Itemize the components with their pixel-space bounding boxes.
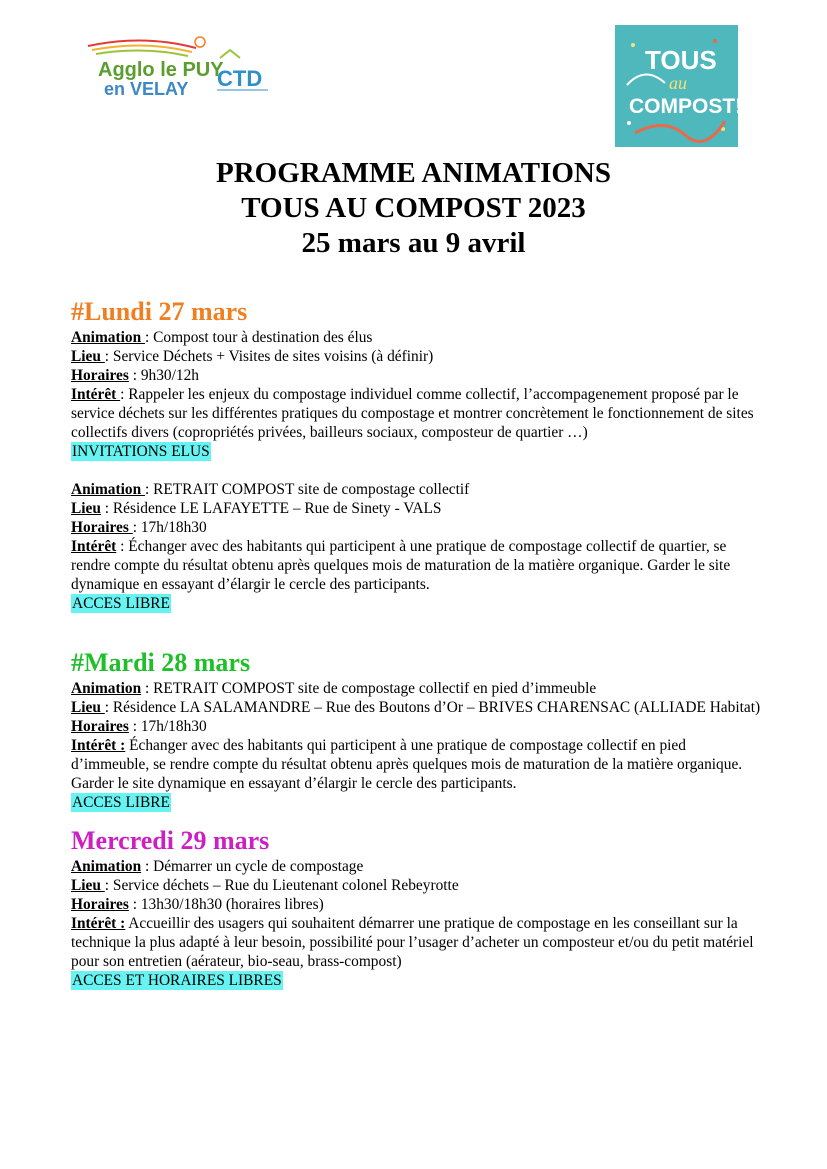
event-block <box>71 857 761 990</box>
horaires-row <box>71 895 761 914</box>
horaires-row <box>71 717 761 736</box>
lieu-row <box>71 698 761 717</box>
day-heading-mardi: #Mardi 28 mars <box>71 648 251 677</box>
access-badge: INVITATIONS ELUS <box>72 443 210 460</box>
tous-au-compost-logo <box>615 25 738 147</box>
ctd-logo-text: CTD <box>217 66 263 91</box>
lieu-row <box>71 347 761 366</box>
interet-label: Intérêt <box>71 386 121 403</box>
horaires-value: : 9h30/12h <box>128 367 199 384</box>
title-line-3: 25 mars au 9 avril <box>301 227 526 259</box>
horaires-label: Horaires <box>71 367 129 384</box>
interet-label: Intérêt : <box>71 737 126 754</box>
agglo-logo-graphic <box>84 32 274 102</box>
access-row <box>71 971 761 990</box>
interet-value: : Échanger avec des habitants qui participent à une pratique de compostage collectif de quartier, se rendre compte du résultat obtenu après quelques mois de maturation de la matière organique. Garder le site dynamique en essayant d’élargir le cercle des participants. <box>71 538 731 593</box>
title-line-2: TOUS AU COMPOST 2023 <box>241 192 586 224</box>
lieu-label: Lieu <box>71 348 105 365</box>
compost-logo-graphic <box>615 25 738 147</box>
lieu-row <box>71 876 761 895</box>
animation-label: Animation <box>71 680 142 697</box>
interet-value: Accueillir des usagers qui souhaitent démarrer une pratique de compostage en les conseillant sur la technique la plus adapté à leur besoin, possibilité pour l’usager d’acheter un composteur et/ou du petit matériel pour son entretien (aérateur, bio-seau, brass-compost) <box>71 915 754 970</box>
access-badge: ACCES LIBRE <box>72 595 170 612</box>
compost-logo-text2: au <box>669 73 687 93</box>
access-row <box>71 594 761 613</box>
horaires-row <box>71 366 761 385</box>
interet-row <box>71 385 761 442</box>
horaires-value: : 13h30/18h30 (horaires libres) <box>128 896 324 913</box>
day-heading-lundi: #Lundi 27 mars <box>71 297 248 326</box>
interet-row <box>71 537 761 594</box>
access-badge: ACCES ET HORAIRES LIBRES <box>72 972 282 989</box>
access-row <box>71 442 761 461</box>
animation-value: : Compost tour à destination des élus <box>144 329 373 346</box>
access-row <box>71 793 761 812</box>
horaires-label: Horaires <box>71 718 129 735</box>
interet-row <box>71 914 761 971</box>
animation-label: Animation <box>71 329 145 346</box>
agglo-puy-ctd-logo <box>84 32 274 102</box>
lieu-value: : Service déchets – Rue du Lieutenant colonel Rebeyrotte <box>104 877 459 894</box>
title-line-1: PROGRAMME ANIMATIONS <box>216 157 611 189</box>
compost-logo-text1: TOUS <box>645 45 717 75</box>
animation-label: Animation <box>71 858 142 875</box>
animation-row <box>71 857 761 876</box>
animation-row <box>71 328 761 347</box>
interet-value: Échanger avec des habitants qui participent à une pratique de compostage collectif en pied d’immeuble, se rendre compte du résultat obtenu après quelques mois de maturation de la matière organique. Garder le site dynamique en essayant d’élargir le cercle des participants. <box>71 737 743 792</box>
lieu-value: : Résidence LA SALAMANDRE – Rue des Boutons d’Or – BRIVES CHARENSAC (ALLIADE Habitat) <box>104 699 761 716</box>
event-block <box>71 480 761 613</box>
lieu-label: Lieu <box>71 500 101 517</box>
lieu-value: : Service Déchets + Visites de sites voisins (à définir) <box>104 348 434 365</box>
horaires-value: : 17h/18h30 <box>128 718 207 735</box>
programme-content <box>71 296 761 990</box>
interet-value: : Rappeler les enjeux du compostage individuel comme collectif, l’accompagenement proposé par le service déchets sur les différentes pratiques du compostage et montrer concrètement le fonctionnement de sites collectifs divers (copropriétés privées, bailleurs sociaux, composteur de quartier …) <box>71 386 754 441</box>
access-badge: ACCES LIBRE <box>72 794 170 811</box>
lieu-row <box>71 499 761 518</box>
horaires-label: Horaires <box>71 896 129 913</box>
horaires-label: Horaires <box>71 519 133 536</box>
lieu-value: : Résidence LE LAFAYETTE – Rue de Sinety - VALS <box>100 500 442 517</box>
animation-row <box>71 480 761 499</box>
agglo-logo-line1: Agglo le PUY <box>98 59 224 81</box>
interet-row <box>71 736 761 793</box>
animation-row <box>71 679 761 698</box>
horaires-value: : 17h/18h30 <box>132 519 207 536</box>
agglo-logo-line2: en VELAY <box>104 79 189 99</box>
animation-value: : Démarrer un cycle de compostage <box>141 858 364 875</box>
animation-value: : RETRAIT COMPOST site de compostage collectif en pied d’immeuble <box>141 680 597 697</box>
interet-label: Intérêt <box>71 538 117 555</box>
event-block <box>71 328 761 461</box>
event-block <box>71 679 761 812</box>
compost-logo-text3: COMPOST! <box>629 95 738 118</box>
animation-value: : RETRAIT COMPOST site de compostage collectif <box>144 481 470 498</box>
day-heading-mercredi: Mercredi 29 mars <box>71 826 270 855</box>
horaires-row <box>71 518 761 537</box>
lieu-label: Lieu <box>71 699 105 716</box>
lieu-label: Lieu <box>71 877 105 894</box>
animation-label: Animation <box>71 481 145 498</box>
interet-label: Intérêt : <box>71 915 126 932</box>
